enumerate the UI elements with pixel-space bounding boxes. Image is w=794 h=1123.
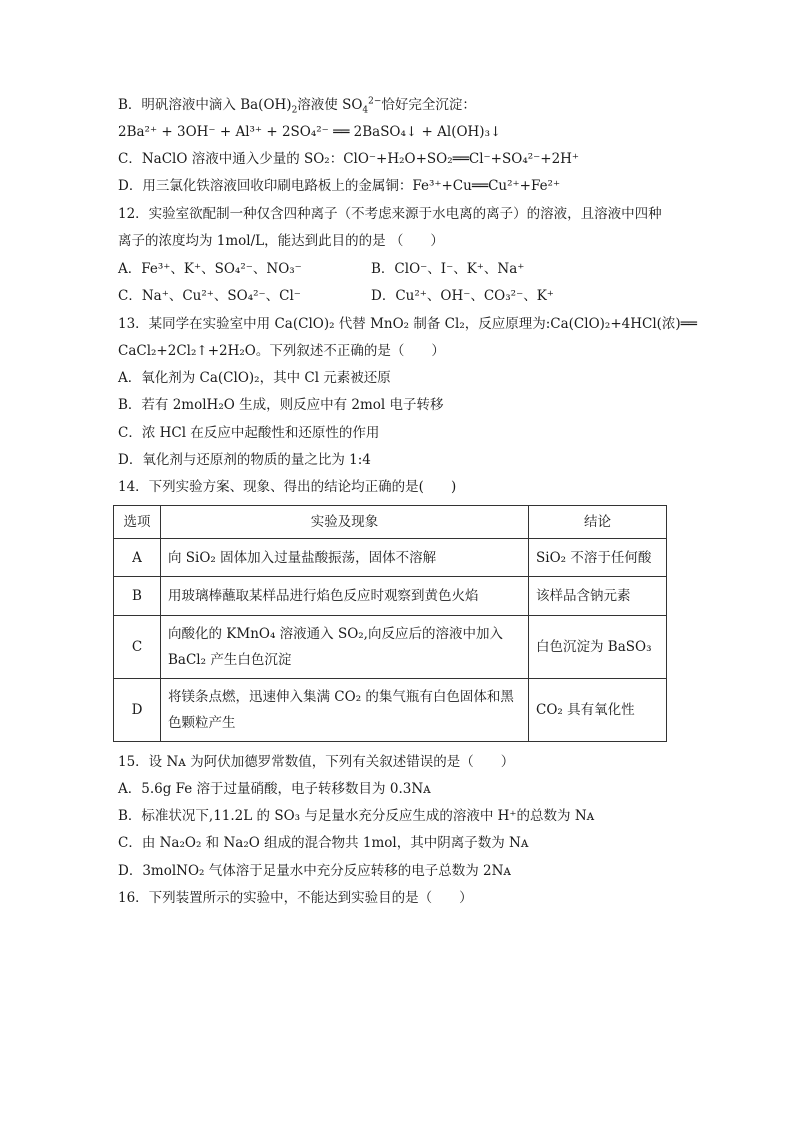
table-row [114, 539, 667, 577]
q13-option-c: C．浓 HCl 在反应中起酸性和还原性的作用 [118, 425, 380, 441]
row-experiment: 向 SiO₂ 固体加入过量盐酸振荡，固体不溶解 [161, 539, 529, 577]
q13-stem-line2: CaCl₂+2Cl₂↑+2H₂O。下列叙述不正确的是（ ） [118, 343, 445, 359]
q13-option-d: D．氧化剂与还原剂的物质的量之比为 1:4 [118, 452, 371, 468]
q13-option-a: A．氧化剂为 Ca(ClO)₂，其中 Cl 元素被还原 [118, 370, 391, 386]
table-row [114, 616, 667, 679]
q11-option-d: D．用三氯化铁溶液回收印刷电路板上的金属铜：Fe³⁺+Cu══Cu²⁺+Fe²⁺ [118, 178, 561, 194]
q12-option-c: C．Na⁺、Cu²⁺、SO₄²⁻、Cl⁻ [118, 288, 301, 304]
q13-option-b: B．若有 2molH₂O 生成，则反应中有 2mol 电子转移 [118, 397, 444, 413]
q14-experiment-table [113, 505, 667, 742]
q12-option-b: B．ClO⁻、I⁻、K⁺、Na⁺ [371, 261, 525, 277]
row-experiment: 将镁条点燃，迅速伸入集满 CO₂ 的集气瓶有白色固体和黑色颗粒产生 [161, 679, 529, 742]
q13-stem-line1: 13．某同学在实验室中用 Ca(ClO)₂ 代替 MnO₂ 制备 Cl₂，反应原理为:Ca(ClO)₂+4HCl(浓)══ [118, 316, 697, 332]
table-row [114, 679, 667, 742]
row-option: B [114, 577, 161, 616]
q15-stem: 15．设 Nᴀ 为阿伏加德罗常数值，下列有关叙述错误的是（ ） [118, 754, 515, 770]
row-option: C [114, 616, 161, 679]
q11-option-c: C．NaClO 溶液中通入少量的 SO₂：ClO⁻+H₂O+SO₂══Cl⁻+SO₄²⁻+2H⁺ [118, 151, 580, 167]
q15-option-d: D．3molNO₂ 气体溶于足量水中充分反应转移的电子总数为 2Nᴀ [118, 863, 512, 879]
row-conclusion: CO₂ 具有氧化性 [529, 679, 667, 742]
q12-option-a: A．Fe³⁺、K⁺、SO₄²⁻、NO₃⁻ [118, 261, 302, 277]
q12-option-d: D．Cu²⁺、OH⁻、CO₃²⁻、K⁺ [371, 288, 554, 304]
q14-stem: 14．下列实验方案、现象、得出的结论均正确的是( ) [118, 479, 457, 495]
q15-option-b: B．标准状况下,11.2L 的 SO₃ 与足量水充分反应生成的溶液中 H⁺的总数为 Nᴀ [118, 808, 595, 824]
q12-stem-line1: 12．实验室欲配制一种仅含四种离子（不考虑来源于水电离的离子）的溶液，且溶液中四种 [118, 206, 662, 222]
row-experiment: 向酸化的 KMnO₄ 溶液通入 SO₂,向反应后的溶液中加入 BaCl₂ 产生白色沉淀 [161, 616, 529, 679]
header-conclusion: 结论 [529, 506, 667, 539]
q15-option-c: C．由 Na₂O₂ 和 Na₂O 组成的混合物共 1mol，其中阴离子数为 Nᴀ [118, 835, 529, 851]
row-experiment: 用玻璃棒蘸取某样品进行焰色反应时观察到黄色火焰 [161, 577, 529, 616]
header-experiment: 实验及现象 [161, 506, 529, 539]
table-row [114, 577, 667, 616]
row-conclusion: 该样品含钠元素 [529, 577, 667, 616]
row-conclusion: 白色沉淀为 BaSO₃ [529, 616, 667, 679]
row-conclusion: SiO₂ 不溶于任何酸 [529, 539, 667, 577]
header-option: 选项 [114, 506, 161, 539]
row-option: A [114, 539, 161, 577]
row-option: D [114, 679, 161, 742]
q11-option-b-equation: 2Ba²⁺ + 3OH⁻ + Al³⁺ + 2SO₄²⁻ ══ 2BaSO₄↓ + Al(OH)₃↓ [118, 124, 502, 140]
q12-stem-line2: 离子的浓度均为 1mol/L，能达到此目的的是 （ ） [118, 233, 444, 249]
table-header-row [114, 506, 667, 539]
q15-option-a: A．5.6g Fe 溶于过量硝酸，电子转移数目为 0.3Nᴀ [118, 781, 431, 797]
q11-option-b-line1: B．明矾溶液中滴入 $Ba(OH)_2$溶液使 $SO_4^{2-}$恰好完全沉淀： [118, 96, 476, 116]
q16-stem: 16．下列装置所示的实验中，不能达到实验目的是（ ） [118, 890, 473, 906]
